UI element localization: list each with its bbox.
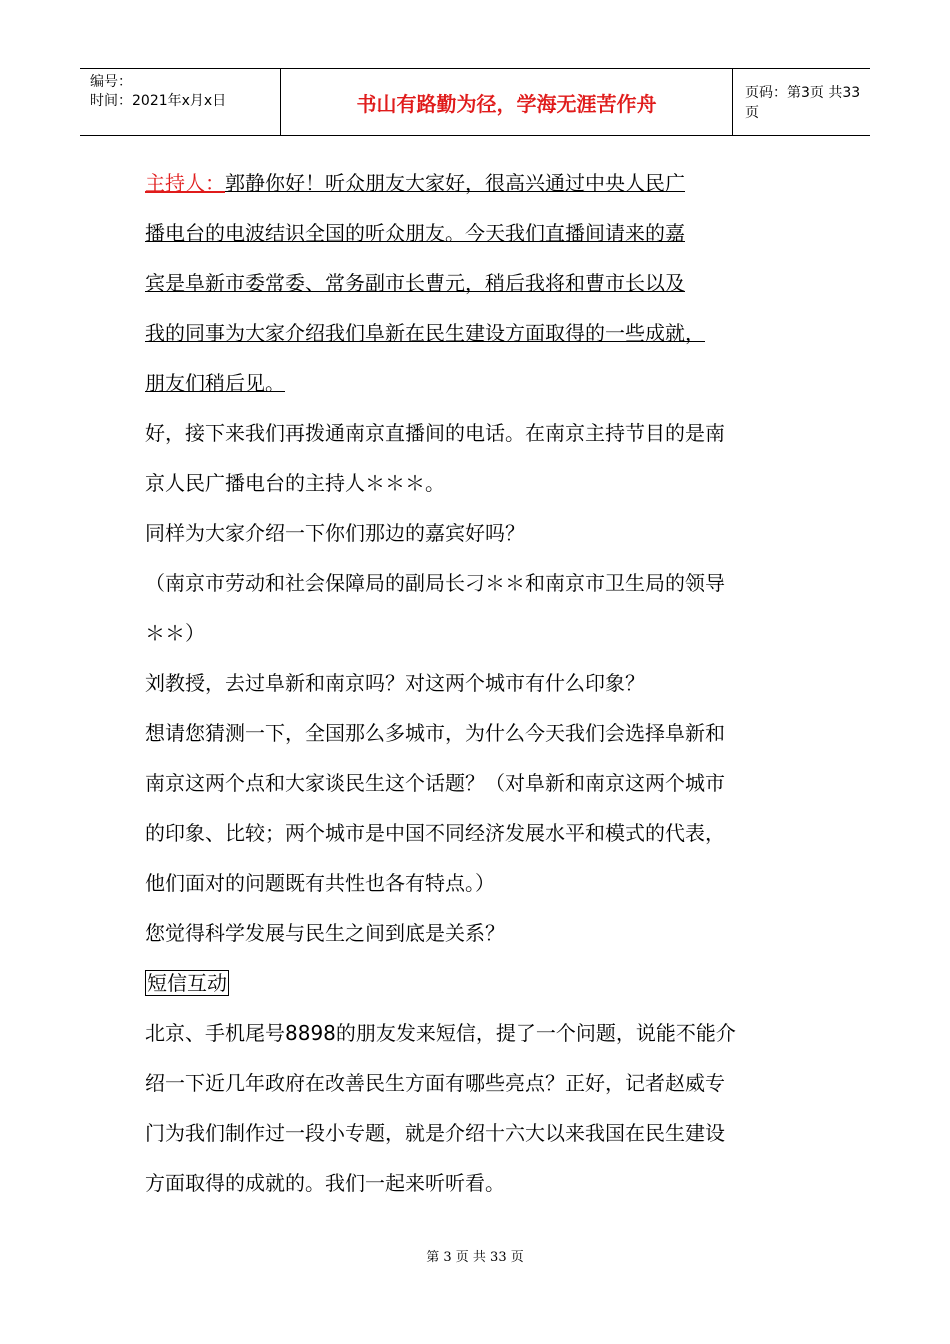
host-paragraph-line [145, 258, 825, 308]
paragraph-line: 绍一下近几年政府在改善民生方面有哪些亮点？正好，记者赵威专 [145, 1071, 725, 1095]
header-page-cell [733, 69, 870, 135]
paragraph-line: 京人民广播电台的主持人＊＊＊。 [145, 471, 445, 495]
paragraph-line: 南京这两个点和大家谈民生这个话题？（对阜新和南京这两个城市 [145, 771, 725, 795]
document-body [145, 158, 825, 1208]
host-paragraph-line [145, 158, 825, 208]
doc-number-label: 编号： [90, 74, 132, 90]
host-paragraph-line [145, 208, 825, 258]
host-line-text: 我的同事为大家介绍我们阜新在民生建设方面取得的一些成就， [145, 321, 705, 345]
doc-time-label: 时间：2021年x月x日 [90, 93, 227, 109]
host-label: 主持人： [145, 171, 225, 195]
paragraph-line: 同样为大家介绍一下你们那边的嘉宾好吗？ [145, 521, 525, 545]
paragraph-line: 方面取得的成就的。我们一起来听听看。 [145, 1171, 505, 1195]
host-line-text: 播电台的电波结识全国的听众朋友。今天我们直播间请来的嘉 [145, 221, 685, 245]
paragraph-line: 的印象、比较；两个城市是中国不同经济发展水平和模式的代表， [145, 821, 725, 845]
page-code: 页码：第3页 共33页 [745, 85, 861, 121]
paragraph-line: 好，接下来我们再拨通南京直播间的电话。在南京主持节目的是南 [145, 421, 725, 445]
paragraph-line: 他们面对的问题既有共性也各有特点。） [145, 871, 495, 895]
paragraph-line: 想请您猜测一下，全国那么多城市，为什么今天我们会选择阜新和 [145, 721, 725, 745]
host-line-text: 宾是阜新市委常委、常务副市长曹元，稍后我将和曹市长以及 [145, 271, 685, 295]
paragraph-line: （南京市劳动和社会保障局的副局长刁＊＊和南京市卫生局的领导 [145, 571, 725, 595]
paragraph-line: 北京、手机尾号8898的朋友发来短信，提了一个问题，说能不能介 [145, 1021, 736, 1045]
paragraph-line: 刘教授，去过阜新和南京吗？对这两个城市有什么印象？ [145, 671, 645, 695]
host-paragraph-line [145, 308, 825, 358]
page-footer: 第 3 页 共 33 页 [426, 1250, 524, 1265]
sms-section-box: 短信互动 [147, 971, 227, 995]
header-motto-cell [280, 69, 733, 135]
paragraph-line: ＊＊） [145, 621, 205, 645]
host-line-text: 郭静你好！听众朋友大家好，很高兴通过中央人民广 [225, 171, 685, 195]
paragraph-line: 门为我们制作过一段小专题，就是介绍十六大以来我国在民生建设 [145, 1121, 725, 1145]
paragraph-line: 您觉得科学发展与民生之间到底是关系？ [145, 921, 505, 945]
host-line-text: 朋友们稍后见。 [145, 371, 285, 395]
motto-text: 书山有路勤为径，学海无涯苦作舟 [356, 91, 657, 116]
document-header [80, 68, 870, 136]
header-meta-cell [80, 69, 280, 135]
section-heading-line [145, 958, 825, 1008]
host-paragraph-line [145, 358, 825, 408]
